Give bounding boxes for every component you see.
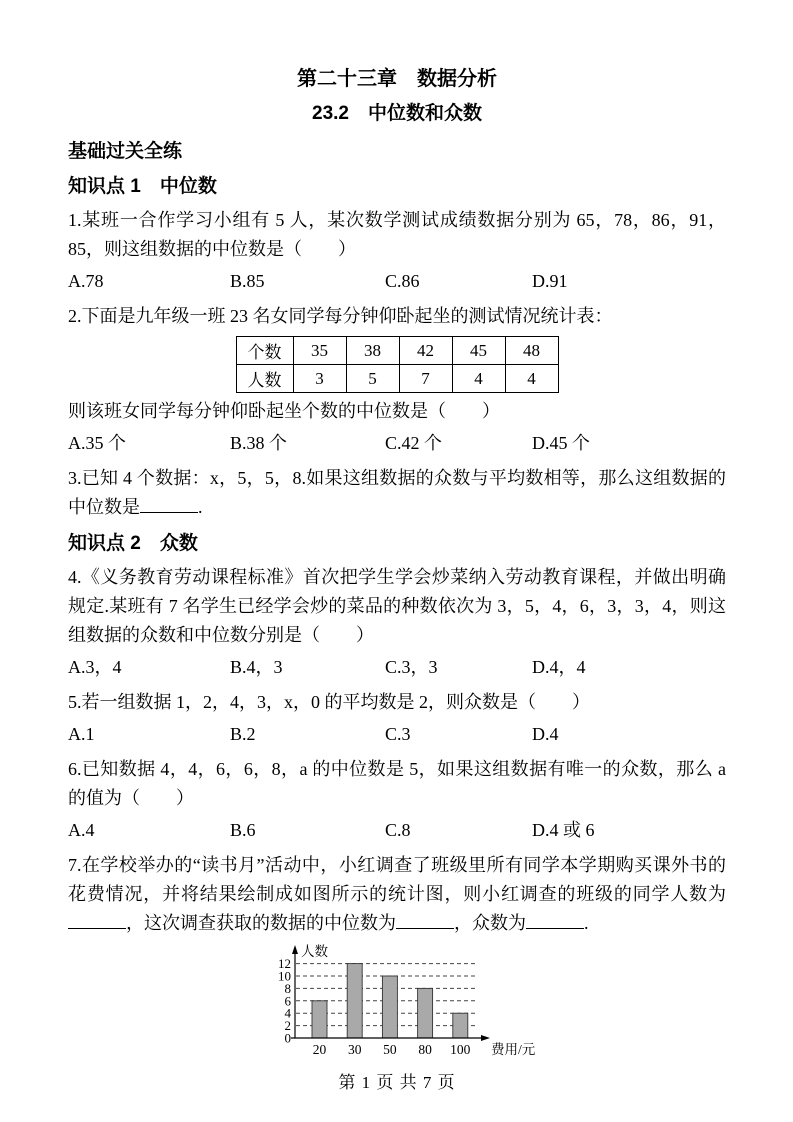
answer-blank: [396, 914, 454, 929]
option-d: D.4: [532, 724, 559, 744]
section-title: 23.2 中位数和众数: [312, 103, 482, 124]
page-footer: 第 1 页 共 7 页: [338, 1073, 456, 1092]
table-row: [236, 365, 558, 393]
situp-stats-table: [236, 336, 559, 393]
question-7-part1: 7.在学校举办的“读书月”活动中，小红调查了班级里所有同学本学期购买课外书的花费情况，并将结果绘制成如图所示的统计图，则小红调查的班级的同学人数为: [68, 855, 726, 904]
table-cell: 4: [505, 365, 558, 393]
bar-chart: [265, 942, 726, 1065]
option-d: D.45 个: [532, 433, 590, 453]
question-7-text: [68, 851, 726, 938]
svg-text:20: 20: [312, 1042, 327, 1057]
svg-text:12: 12: [278, 956, 291, 972]
question-4-options: [68, 653, 726, 682]
question-5-options: [68, 720, 726, 749]
svg-text:8: 8: [284, 980, 291, 996]
answer-blank: [68, 914, 126, 929]
svg-text:80: 80: [418, 1042, 432, 1057]
question-1-options: [68, 267, 726, 296]
svg-text:50: 50: [383, 1042, 397, 1057]
option-a: A.1: [68, 724, 95, 744]
svg-text:30: 30: [347, 1042, 362, 1057]
question-3-text: [68, 464, 726, 522]
option-d: D.4，4: [532, 657, 586, 677]
table-cell: 7: [399, 365, 452, 393]
question-6-text: 6.已知数据 4，4，6，6，8，a 的中位数是 5，如果这组数据有唯一的众数，那么 a 的值为（ ）: [68, 759, 726, 808]
knowledge-point-2-header: 知识点 2 众数: [68, 533, 198, 554]
question-2-options: [68, 429, 726, 458]
option-c: C.8: [385, 820, 411, 840]
question-3-part1: 3.已知 4 个数据：x，5，5，8.如果这组数据的众数与平均数相等，那么这组数据的中位数是: [68, 468, 726, 517]
question-2-intro: 2.下面是九年级一班 23 名女同学每分钟仰卧起坐的测试情况统计表：: [68, 306, 613, 326]
chapter-title: 第二十三章 数据分析: [297, 68, 497, 90]
option-d: D.91: [532, 271, 568, 291]
table-cell: 个数: [236, 337, 293, 365]
table-cell: 45: [452, 337, 505, 365]
question-5-text: 5.若一组数据 1，2，4，3，x，0 的平均数是 2，则众数是（ ）: [68, 692, 590, 712]
question-2-text: 则该班女同学每分钟仰卧起坐个数的中位数是（ ）: [68, 401, 500, 421]
option-d: D.4 或 6: [532, 820, 595, 840]
option-b: B.2: [230, 724, 256, 744]
option-c: C.3，3: [385, 657, 438, 677]
question-6-options: [68, 816, 726, 845]
option-c: C.86: [385, 271, 420, 291]
table-cell: 3: [293, 365, 346, 393]
option-a: A.35 个: [68, 433, 126, 453]
answer-blank: [140, 498, 198, 513]
svg-text:4: 4: [284, 1005, 291, 1021]
y-axis-label: 人数: [301, 944, 328, 959]
svg-text:2: 2: [284, 1018, 291, 1034]
question-1-text: 1.某班一合作学习小组有 5 人，某次数学测试成绩数据分别为 65，78，86，91，85，则这组数据的中位数是（ ）: [68, 210, 726, 259]
option-a: A.4: [68, 820, 95, 840]
table-row: [236, 337, 558, 365]
table-cell: 人数: [236, 365, 293, 393]
option-c: C.3: [385, 724, 411, 744]
x-axis-label: 费用/元: [491, 1042, 536, 1057]
table-cell: 38: [346, 337, 399, 365]
table-cell: 42: [399, 337, 452, 365]
option-a: A.3，4: [68, 657, 122, 677]
table-cell: 48: [505, 337, 558, 365]
svg-text:10: 10: [278, 968, 291, 984]
question-7-part3: ，众数为: [454, 913, 526, 933]
knowledge-point-1-header: 知识点 1 中位数: [68, 176, 217, 197]
option-a: A.78: [68, 271, 104, 291]
bar-chart-svg: [265, 942, 550, 1060]
question-3-part2: .: [198, 497, 203, 517]
practice-section-header: 基础过关全练: [68, 141, 183, 162]
question-7-part2: ，这次调查获取的数据的中位数为: [126, 913, 396, 933]
question-4-text: 4.《义务教育劳动课程标准》首次把学生学会炒菜纳入劳动教育课程，并做出明确规定.某班有 7 名学生已经学会炒的菜品的种数依次为 3，5，4，6，3，3，4，则这组数据的众数和中位数分别是（ ）: [68, 567, 726, 645]
table-cell: 4: [452, 365, 505, 393]
table-cell: 35: [293, 337, 346, 365]
table-cell: 5: [346, 365, 399, 393]
option-c: C.42 个: [385, 433, 443, 453]
option-b: B.38 个: [230, 433, 288, 453]
svg-text:100: 100: [450, 1042, 471, 1057]
option-b: B.85: [230, 271, 265, 291]
question-7-part4: .: [584, 913, 589, 933]
answer-blank: [526, 914, 584, 929]
option-b: B.4，3: [230, 657, 283, 677]
svg-text:6: 6: [284, 993, 291, 1009]
svg-text:0: 0: [284, 1030, 291, 1046]
option-b: B.6: [230, 820, 256, 840]
